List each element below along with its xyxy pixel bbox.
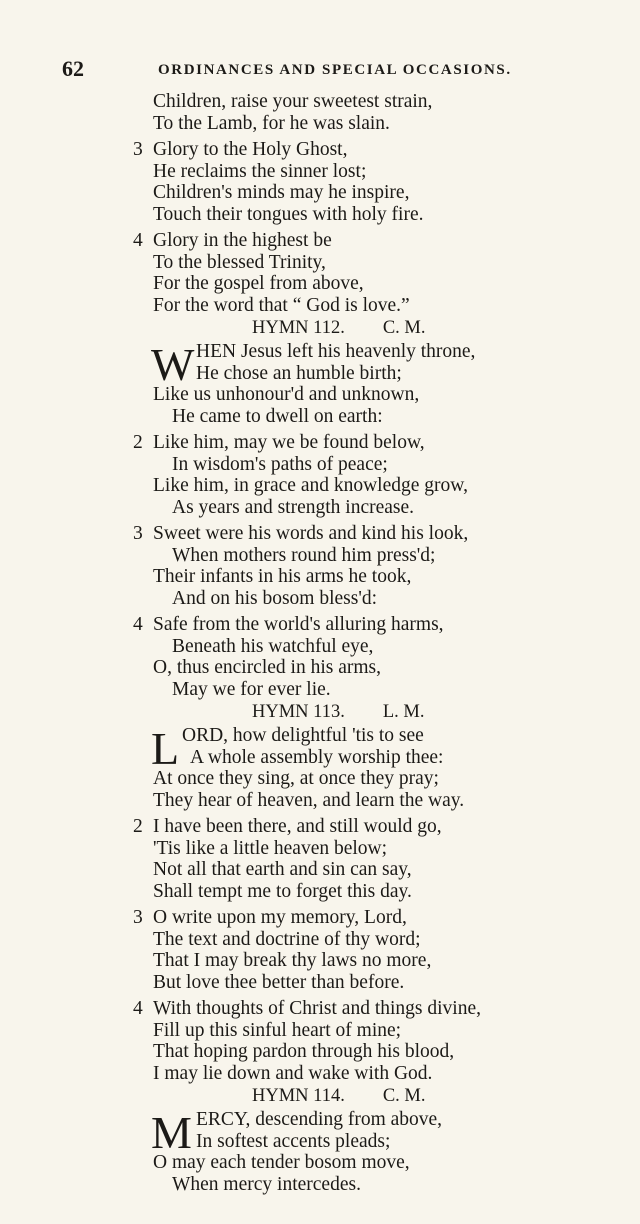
verse-line: Their infants in his arms he took, [153,566,412,587]
verse-line: 4 With thoughts of Christ and things divine, [133,998,481,1019]
hymn-meter: L. M. [382,702,425,722]
verse-number: 2 [133,816,143,837]
verse-line: HEN Jesus left his heavenly throne, [196,341,476,362]
verse-line: He reclaims the sinner lost; [153,160,367,182]
verse-line: Fill up this sinful heart of mine; [153,1019,402,1041]
verse-line: In softest accents pleads; [196,1130,391,1152]
hymn-meter: C. M. [382,1086,426,1106]
verse-line: 'Tis like a little heaven below; [153,837,388,859]
verse-line: 2 Like him, may we be found below, [133,432,425,453]
hymn-title: HYMN 114. C. M. [252,1086,426,1106]
verse-line: ERCY, descending from above, [196,1109,443,1130]
verse-number: 4 [133,998,143,1019]
verse-line: Not all that earth and sin can say, [153,859,412,880]
verse-line: They hear of heaven, and learn the way. [153,789,465,811]
hymn-title: HYMN 113. L. M. [252,702,425,722]
hymn-first-verse [0,1109,640,1195]
verse-number: 4 [133,614,143,635]
page-content [0,91,640,1195]
verse-line: To the Lamb, for he was slain. [153,112,390,134]
verse-line: Like us unhonour'd and unknown, [153,384,420,405]
drop-cap: L [151,723,180,774]
verse-line: Beneath his watchful eye, [172,635,374,657]
verse-line: ORD, how delightful 'tis to see [182,725,424,746]
verse-line: 3 Sweet were his words and kind his look, [133,523,469,544]
verse-line: O may each tender bosom move, [153,1152,410,1173]
verse-line: 2 I have been there, and still would go, [133,816,442,837]
hymn-meter: C. M. [382,318,426,338]
hymn-title: HYMN 112. C. M. [252,318,426,338]
verse-number: 4 [133,230,143,251]
drop-cap: M [151,1107,192,1158]
running-head: ORDINANCES AND SPECIAL OCCASIONS. [158,62,512,78]
page-header [62,56,582,86]
hymn-first-verse [0,725,640,811]
verse-number: 3 [133,523,143,544]
hymn-first-verse [0,341,640,427]
verse-line: 4 Glory in the highest be [133,230,332,251]
drop-cap: W [151,339,195,390]
verse-line: Like him, in grace and knowledge grow, [153,475,468,496]
verse-line: Children, raise your sweetest strain, [153,91,433,112]
verse-line: O, thus encircled in his arms, [153,657,381,678]
verse-line: When mothers round him press'd; [172,544,436,566]
verse-line: May we for ever lie. [172,678,331,700]
page-number: 62 [62,56,84,81]
verse-line: That I may break thy laws no more, [153,950,432,971]
verse-line: He chose an humble birth; [196,362,402,384]
verse-line: I may lie down and wake with God. [153,1062,433,1084]
verse-line: At once they sing, at once they pray; [153,768,439,789]
verse-line: Shall tempt me to forget this day. [153,880,412,902]
verse-line: 4 Safe from the world's alluring harms, [133,614,444,635]
verse-line: 3 O write upon my memory, Lord, [133,907,407,928]
verse-number: 2 [133,432,143,453]
verse-line: To the blessed Trinity, [153,251,326,273]
verse-line: A whole assembly worship thee: [190,746,444,768]
verse-line: The text and doctrine of thy word; [153,928,421,950]
verse-line: And on his bosom bless'd: [172,587,378,609]
verse-line: As years and strength increase. [172,496,415,518]
verse-line: For the word that “ God is love.” [153,294,410,316]
verse-line: In wisdom's paths of peace; [172,453,388,475]
verse-line: For the gospel from above, [153,273,364,294]
verse-line: He came to dwell on earth: [172,405,383,427]
verse-line: 3 Glory to the Holy Ghost, [133,139,348,160]
verse-number: 3 [133,907,143,928]
verse-line: When mercy intercedes. [172,1173,361,1195]
verse-line: Touch their tongues with holy fire. [153,203,424,225]
verse-line: But love thee better than before. [153,971,405,993]
verse-line: Children's minds may he inspire, [153,182,410,203]
verse-number: 3 [133,139,143,160]
verse-line: That hoping pardon through his blood, [153,1041,455,1062]
